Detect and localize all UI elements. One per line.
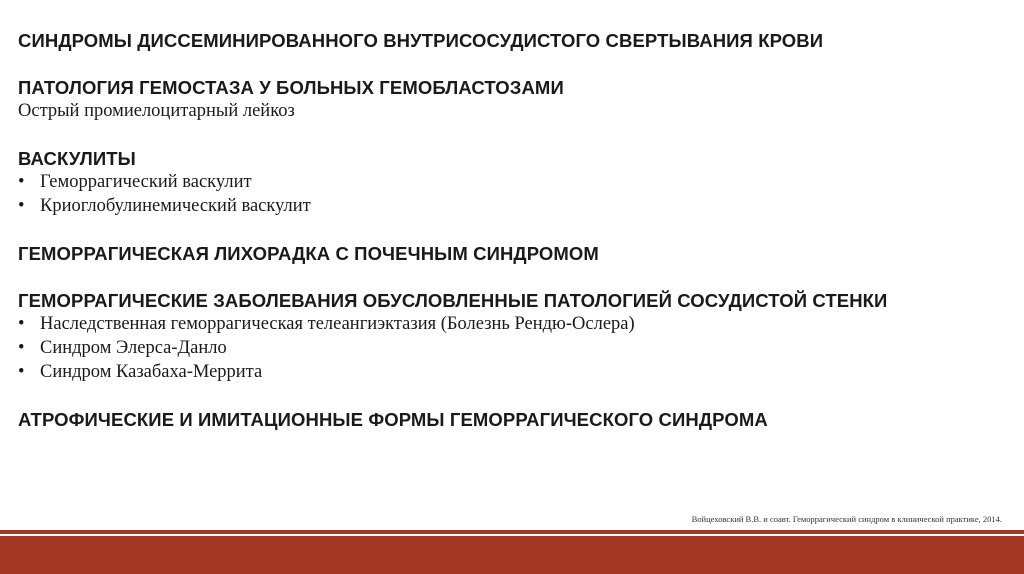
spacer xyxy=(18,265,1008,289)
heading-vasculitis: ВАСКУЛИТЫ xyxy=(18,148,136,169)
accent-band xyxy=(0,536,1024,574)
heading-dic: СИНДРОМЫ ДИССЕМИНИРОВАННОГО ВНУТРИСОСУДИСТОГО СВЕРТЫВАНИЯ КРОВИ xyxy=(18,30,824,51)
spacer xyxy=(18,123,1008,147)
list-item xyxy=(18,170,1008,194)
accent-line xyxy=(0,530,1024,534)
heading-fever: ГЕМОРРАГИЧЕСКАЯ ЛИХОРАДКА С ПОЧЕЧНЫМ СИНДРОМОМ xyxy=(18,243,599,264)
bullet-icon: • xyxy=(18,362,25,382)
vascular-wall-list xyxy=(18,312,1008,384)
list-item-label: Криоглобулинемический васкулит xyxy=(40,196,311,216)
list-item-label: Геморрагический васкулит xyxy=(40,172,252,192)
list-item xyxy=(18,336,1008,360)
bullet-icon: • xyxy=(18,172,25,192)
bullet-icon: • xyxy=(18,196,25,216)
heading-vascular-wall: ГЕМОРРАГИЧЕСКИЕ ЗАБОЛЕВАНИЯ ОБУСЛОВЛЕННЫЕ ПАТОЛОГИЕЙ СОСУДИСТОЙ СТЕНКИ xyxy=(18,290,888,311)
list-item xyxy=(18,360,1008,384)
bullet-icon: • xyxy=(18,314,25,334)
spacer xyxy=(18,384,1008,408)
list-item-label: Синдром Казабаха-Меррита xyxy=(40,362,263,382)
list-item-label: Наследственная геморрагическая телеангиэктазия (Болезнь Рендю-Ослера) xyxy=(40,314,635,334)
hemoblastosis-text: Острый промиелоцитарный лейкоз xyxy=(18,101,295,121)
heading-atrophic: АТРОФИЧЕСКИЕ И ИМИТАЦИОННЫЕ ФОРМЫ ГЕМОРРАГИЧЕСКОГО СИНДРОМА xyxy=(18,409,768,430)
spacer xyxy=(18,52,1008,76)
vasculitis-list xyxy=(18,170,1008,218)
heading-hemoblastosis: ПАТОЛОГИЯ ГЕМОСТАЗА У БОЛЬНЫХ ГЕМОБЛАСТОЗАМИ xyxy=(18,77,564,98)
bullet-icon: • xyxy=(18,338,25,358)
list-item xyxy=(18,194,1008,218)
list-item xyxy=(18,312,1008,336)
citation: Войцеховский В.В. и соавт. Геморрагический синдром в клинической практике, 2014. xyxy=(691,514,1002,524)
spacer xyxy=(18,218,1008,242)
list-item-label: Синдром Элерса-Данло xyxy=(40,338,227,358)
slide-content xyxy=(18,29,1008,431)
